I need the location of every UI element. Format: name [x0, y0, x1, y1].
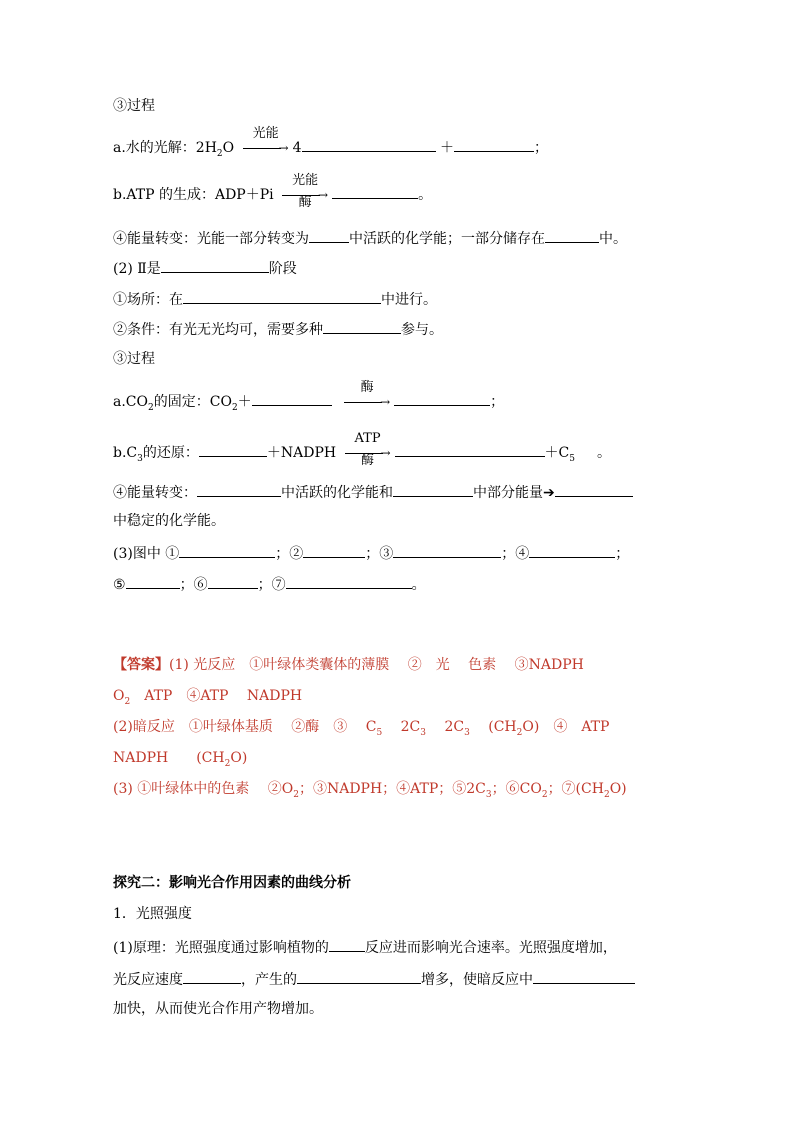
blank[interactable] — [183, 968, 241, 984]
blank[interactable] — [555, 481, 633, 497]
blank[interactable] — [533, 968, 635, 984]
light-enzyme-arrow: 光能 → 酶 — [282, 185, 328, 205]
blank[interactable] — [303, 542, 365, 558]
enzyme-arrow: 酶 → — [344, 392, 390, 412]
answer-line-4: NADPH $(CH_2O)$ — [113, 750, 248, 769]
blank[interactable] — [393, 542, 501, 558]
blank[interactable] — [208, 573, 258, 589]
blank[interactable] — [179, 542, 275, 558]
stage-ii-line: (2) Ⅱ是 阶段 — [113, 257, 297, 277]
energy-conversion-2-cont: 中稳定的化学能。 — [113, 513, 225, 529]
blank[interactable] — [545, 227, 599, 243]
section-title: 探究二：影响光合作用因素的曲线分析 — [113, 875, 351, 891]
atp-enzyme-arrow: ATP → 酶 — [345, 443, 391, 463]
blank[interactable] — [393, 481, 473, 497]
blank[interactable] — [302, 136, 436, 152]
blank[interactable] — [394, 390, 490, 406]
answer-line-2: $O_2$ ATP ④ATP NADPH — [113, 688, 303, 707]
co2-fixation-line: $a.CO_2$的固定：$CO_2+$ 酶 → ； — [113, 380, 505, 413]
blank[interactable] — [126, 573, 180, 589]
blank[interactable] — [252, 390, 332, 406]
blank[interactable] — [199, 441, 267, 457]
atp-generation-line: b.ATP 的生成：ADP＋Pi 光能 → 酶 。 — [113, 173, 433, 210]
process-heading: ③过程 — [113, 98, 155, 114]
principle-line-3: 加快，从而使光合作用产物增加。 — [113, 1001, 323, 1017]
blank[interactable] — [309, 227, 349, 243]
blank[interactable] — [454, 136, 534, 152]
blank[interactable] — [323, 318, 401, 334]
condition-line: ②条件：有光无光均可，需要多种 参与。 — [113, 318, 443, 338]
answer-line-1: 【答案】(1) 光反应 ①叶绿体类囊体的薄膜 ② 光 色素 ③NADPH — [113, 657, 584, 673]
energy-conversion-1: ④能量转变：光能一部分转变为 中活跃的化学能；一部分储存在 中。 — [113, 227, 627, 247]
right-arrow-icon: ➔ — [543, 485, 555, 501]
answer-line-3: (2)暗反应 ①叶绿体基质 ②酶 ③ $C_5$ $2C_3$ $2C_3$ $(CH_2O)$ ④ ATP — [113, 719, 610, 738]
answer-line-5: (3) ①叶绿体中的色素 $②O_2$；③NADPH；④ATP；$⑤2C_3$；$⑥CO_2$；$⑦(CH_2O)$ — [113, 781, 627, 800]
water-photolysis-line: a.水的光解：$2H_2O$ 光能 → 4 ＋ ； — [113, 126, 548, 159]
c3-reduction-line: $b.C_3$的还原： ＋NADPH ATP → 酶 $+C_5$ 。 — [113, 431, 611, 468]
blank[interactable] — [297, 968, 421, 984]
energy-conversion-2: ④能量转变： 中活跃的化学能和 中部分能量➔ — [113, 481, 633, 501]
place-line: ①场所：在 中进行。 — [113, 288, 437, 308]
figure-blanks-line-1: (3)图中 ① ；② ；③ ；④ ； — [113, 542, 629, 562]
blank[interactable] — [395, 441, 545, 457]
blank[interactable] — [332, 183, 418, 199]
blank[interactable] — [161, 257, 269, 273]
blank[interactable] — [183, 288, 381, 304]
figure-blanks-line-2: ⑤ ；⑥ ；⑦ 。 — [113, 573, 426, 593]
light-energy-arrow: 光能 → — [243, 138, 289, 158]
answer-tag: 【答案】 — [113, 657, 169, 673]
blank[interactable] — [197, 481, 281, 497]
principle-line-1: (1)原理：光照强度通过影响植物的 反应进而影响光合速率。光照强度增加， — [113, 936, 617, 956]
blank[interactable] — [529, 542, 615, 558]
process-heading-2: ③过程 — [113, 351, 155, 367]
principle-line-2: 光反应速度 ，产生的 增多，使暗反应中 — [113, 968, 635, 988]
subsection-light-intensity: 1．光照强度 — [113, 906, 192, 922]
blank[interactable] — [329, 936, 365, 952]
blank[interactable] — [286, 573, 412, 589]
